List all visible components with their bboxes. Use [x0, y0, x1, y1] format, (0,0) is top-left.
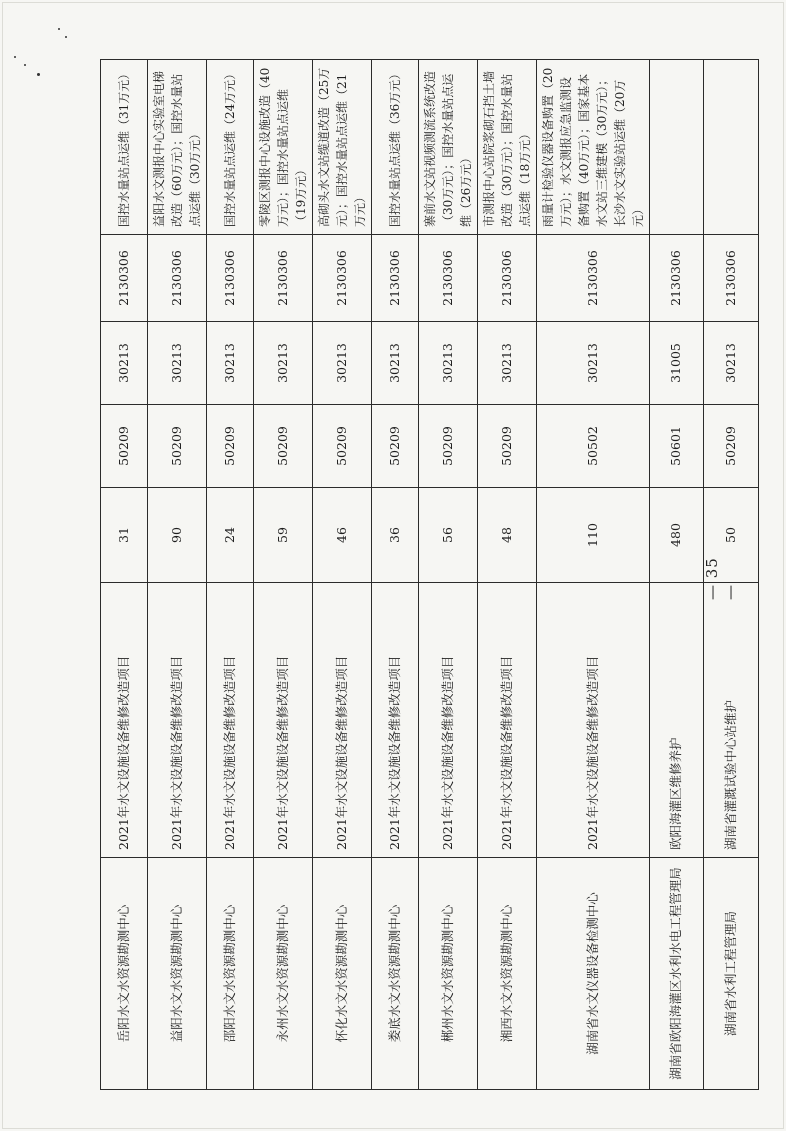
project-cell: 2021年水文设施设备维修改造项目: [148, 583, 207, 858]
table-body: [101, 60, 759, 1090]
note-cell: 国控水量站点运维（31万元）: [101, 60, 148, 235]
scan-speck: [65, 36, 67, 38]
amount-cell: 46: [313, 488, 372, 583]
unit-cell: 永州水文水资源勘测中心: [254, 858, 313, 1090]
unit-cell: 湖南省欧阳海灌区水利水电工程管理局: [650, 858, 704, 1090]
unit-cell: 怀化水文水资源勘测中心: [313, 858, 372, 1090]
amount-cell: 50: [704, 488, 759, 583]
unit-cell: 娄底水文水资源勘测中心: [372, 858, 419, 1090]
project-cell: 湖南省灌溉试验中心站维护: [704, 583, 759, 858]
amount-cell: 56: [419, 488, 478, 583]
function-code-cell: 50502: [537, 405, 650, 488]
economic-code-cell: 30213: [207, 322, 254, 405]
economic-code-cell: 30213: [148, 322, 207, 405]
unit-cell: 益阳水文水资源勘测中心: [148, 858, 207, 1090]
note-cell: 国控水量站点运维（24万元）: [207, 60, 254, 235]
function-code-cell: 50209: [419, 405, 478, 488]
table-row: [478, 60, 537, 1090]
subject-code-cell: 2130306: [372, 235, 419, 322]
economic-code-cell: 30213: [419, 322, 478, 405]
project-cell: 2021年水文设施设备维修改造项目: [372, 583, 419, 858]
economic-code-cell: 30213: [101, 322, 148, 405]
note-cell: 高砌头水文站缆道改造（25万元）；国控水量站点运维（21万元）: [313, 60, 372, 235]
note-cell: 零陵区测报中心设施改造（40万元）；国控水量站点运维（19万元）: [254, 60, 313, 235]
unit-cell: 邵阳水文水资源勘测中心: [207, 858, 254, 1090]
economic-code-cell: 30213: [372, 322, 419, 405]
table-row: [148, 60, 207, 1090]
subject-code-cell: 2130306: [419, 235, 478, 322]
subject-code-cell: 2130306: [101, 235, 148, 322]
note-cell: [704, 60, 759, 235]
economic-code-cell: 30213: [478, 322, 537, 405]
subject-code-cell: 2130306: [313, 235, 372, 322]
table-row: [207, 60, 254, 1090]
note-cell: 益阳水文测报中心实验室电梯改造（60万元）；国控水量站点运维（30万元）: [148, 60, 207, 235]
amount-cell: 480: [650, 488, 704, 583]
note-cell: [650, 60, 704, 235]
unit-cell: 郴州水文水资源勘测中心: [419, 858, 478, 1090]
project-cell: 欧阳海灌区维修养护: [650, 583, 704, 858]
amount-cell: 110: [537, 488, 650, 583]
subject-code-cell: 2130306: [650, 235, 704, 322]
economic-code-cell: 30213: [704, 322, 759, 405]
economic-code-cell: 30213: [537, 322, 650, 405]
note-cell: 国控水量站点运维（36万元）: [372, 60, 419, 235]
budget-table: [100, 59, 759, 1090]
project-cell: 2021年水文设施设备维修改造项目: [537, 583, 650, 858]
project-cell: 2021年水文设施设备维修改造项目: [313, 583, 372, 858]
project-cell: 2021年水文设施设备维修改造项目: [419, 583, 478, 858]
scan-speck: [14, 56, 16, 58]
table-row: [313, 60, 372, 1090]
unit-cell: 湖南省水利工程管理局: [704, 858, 759, 1090]
function-code-cell: 50209: [254, 405, 313, 488]
page-number: — 35 —: [703, 557, 739, 600]
function-code-cell: 50209: [101, 405, 148, 488]
unit-cell: 湖南省水文仪器设备检测中心: [537, 858, 650, 1090]
economic-code-cell: 31005: [650, 322, 704, 405]
function-code-cell: 50209: [313, 405, 372, 488]
subject-code-cell: 2130306: [254, 235, 313, 322]
project-cell: 2021年水文设施设备维修改造项目: [254, 583, 313, 858]
subject-code-cell: 2130306: [148, 235, 207, 322]
table-row: [419, 60, 478, 1090]
subject-code-cell: 2130306: [704, 235, 759, 322]
function-code-cell: 50209: [704, 405, 759, 488]
amount-cell: 48: [478, 488, 537, 583]
function-code-cell: 50209: [148, 405, 207, 488]
table-row: [650, 60, 704, 1090]
table-row: [254, 60, 313, 1090]
amount-cell: 36: [372, 488, 419, 583]
subject-code-cell: 2130306: [207, 235, 254, 322]
scan-speck: [37, 73, 40, 76]
table-row: [101, 60, 148, 1090]
note-cell: 市测报中心站院浆砌石挡土墙改造（30万元）；国控水量站点运维（18万元）: [478, 60, 537, 235]
unit-cell: 岳阳水文水资源勘测中心: [101, 858, 148, 1090]
amount-cell: 24: [207, 488, 254, 583]
scan-speck: [24, 64, 26, 66]
note-cell: 寨前水文站视频测流系统改造（30万元）；国控水量站点运维（26万元）: [419, 60, 478, 235]
function-code-cell: 50601: [650, 405, 704, 488]
project-cell: 2021年水文设施设备维修改造项目: [478, 583, 537, 858]
economic-code-cell: 30213: [254, 322, 313, 405]
function-code-cell: 50209: [207, 405, 254, 488]
amount-cell: 59: [254, 488, 313, 583]
amount-cell: 31: [101, 488, 148, 583]
amount-cell: 90: [148, 488, 207, 583]
note-cell: 雨量计检验仪器设备购置（20万元）；水文测报应急监测设备购置（40万元）；国家基本水文站三维建模（30万元）；长沙水文实验站运维（20万元）: [537, 60, 650, 235]
function-code-cell: 50209: [478, 405, 537, 488]
project-cell: 2021年水文设施设备维修改造项目: [207, 583, 254, 858]
table-row: [537, 60, 650, 1090]
scan-speck: [58, 28, 60, 30]
function-code-cell: 50209: [372, 405, 419, 488]
subject-code-cell: 2130306: [478, 235, 537, 322]
economic-code-cell: 30213: [313, 322, 372, 405]
unit-cell: 湘西水文水资源勘测中心: [478, 858, 537, 1090]
table-row: [372, 60, 419, 1090]
project-cell: 2021年水文设施设备维修改造项目: [101, 583, 148, 858]
subject-code-cell: 2130306: [537, 235, 650, 322]
